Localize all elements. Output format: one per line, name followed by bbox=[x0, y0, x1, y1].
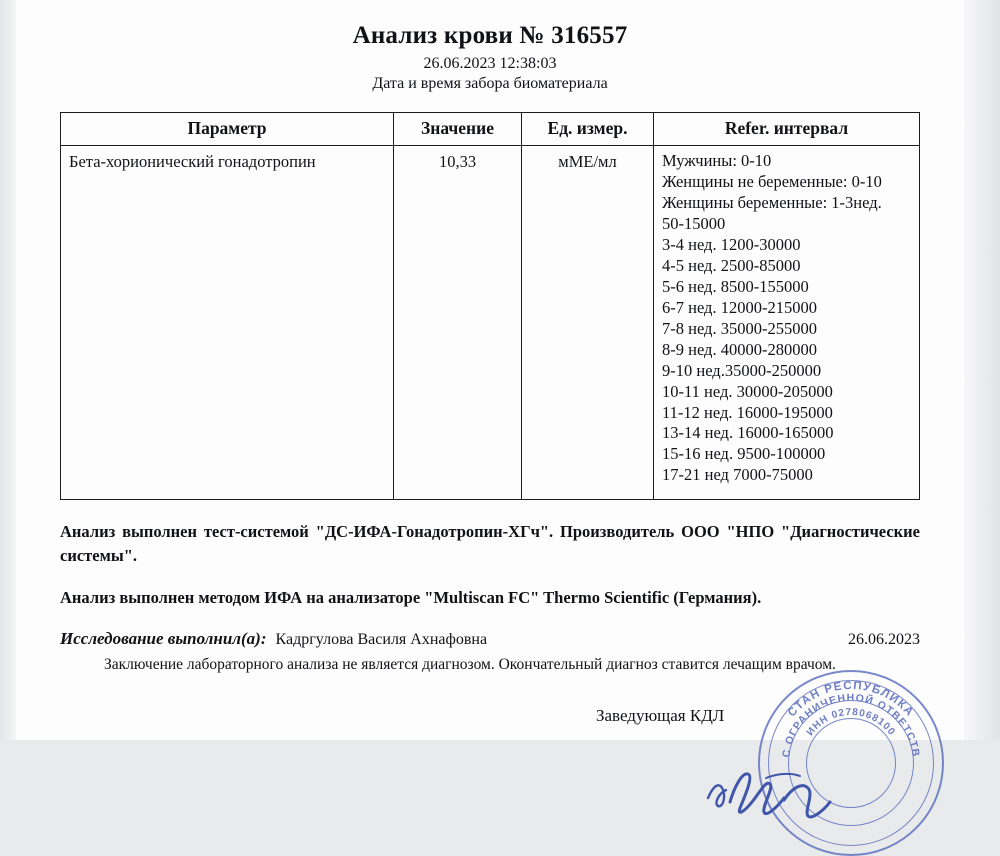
note-test-system: Анализ выполнен тест-системой "ДС-ИФА-Гонадотропин-ХГч". Производитель ООО "НПО "Диагностические системы". bbox=[60, 522, 920, 565]
page-gutter-right bbox=[964, 0, 1000, 740]
reference-line: 5-6 нед. 8500-155000 bbox=[662, 276, 809, 296]
performed-by-row bbox=[60, 629, 920, 649]
stamp-inn-text: ИНН 0278068100 bbox=[804, 706, 898, 739]
collection-datetime: 26.06.2023 12:38:03 bbox=[423, 55, 557, 72]
reference-line: 6-7 нед. 12000-215000 bbox=[662, 297, 817, 317]
cell-result-value: 10,33 bbox=[394, 146, 522, 500]
disclaimer-text: Заключение лабораторного анализа не является диагнозом. Окончательный диагноз ставится лечащим врачом. bbox=[104, 656, 836, 674]
official-stamp bbox=[758, 670, 944, 856]
page-gutter-left bbox=[0, 0, 16, 740]
footer-zone bbox=[16, 662, 964, 759]
table-header-row bbox=[61, 113, 920, 146]
reference-line: 15-16 нед. 9500-100000 bbox=[662, 444, 826, 464]
reference-line: 13-14 нед. 16000-165000 bbox=[662, 423, 834, 443]
head-of-lab-label: Заведующая КДЛ bbox=[596, 706, 725, 725]
reference-line: 8-9 нед. 40000-280000 bbox=[662, 339, 817, 359]
reference-line: 17-21 нед 7000-75000 bbox=[662, 465, 813, 485]
column-header-reference: Refer. интервал bbox=[654, 113, 920, 146]
reference-line: 7-8 нед. 35000-255000 bbox=[662, 318, 817, 338]
stamp-outer-text: СТАН РЕСПУБЛИКА bbox=[785, 679, 917, 720]
column-header-parameter: Параметр bbox=[61, 113, 394, 146]
cell-units: мМЕ/мл bbox=[522, 146, 654, 500]
reference-line: 4-5 нед. 2500-85000 bbox=[662, 255, 801, 275]
performed-by-group bbox=[60, 629, 487, 649]
stamp-text-layer bbox=[758, 670, 944, 856]
reference-line: Женщины не беременные: 0-10 bbox=[662, 172, 882, 192]
cell-parameter-name: Бета-хорионический гонадотропин bbox=[61, 146, 394, 500]
reference-line: 50-15000 bbox=[662, 213, 726, 233]
performer-name: Кадргулова Василя Ахнафовна bbox=[275, 631, 488, 649]
reference-line: 10-11 нед. 30000-205000 bbox=[662, 381, 833, 401]
page-title: Анализ крови № 316557 bbox=[352, 22, 628, 49]
reference-line: 9-10 нед.35000-250000 bbox=[662, 360, 822, 380]
table-row bbox=[61, 146, 920, 500]
reference-line: 3-4 нед. 1200-30000 bbox=[662, 234, 801, 254]
note-analyzer: Анализ выполнен методом ИФА на анализаторе "Multiscan FC" Thermo Scientific (Германия). bbox=[60, 587, 762, 607]
collection-datetime-caption: Дата и время забора биоматериала bbox=[372, 75, 608, 92]
document-page bbox=[16, 0, 964, 759]
reference-line: Женщины беременные: 1-3нед. bbox=[662, 193, 882, 212]
column-header-units: Ед. измер. bbox=[522, 113, 654, 146]
report-date: 26.06.2023 bbox=[848, 631, 920, 649]
performed-by-label: Исследование выполнил(а): bbox=[60, 629, 267, 649]
notes-section bbox=[60, 520, 920, 609]
reference-line: Мужчины: 0-10 bbox=[662, 151, 772, 171]
column-header-value: Значение bbox=[394, 113, 522, 146]
cell-reference-interval bbox=[654, 146, 920, 500]
stamp-middle-text: С ОГРАНИЧЕННОЙ ОТВЕТСТВ bbox=[780, 691, 922, 759]
results-table bbox=[60, 112, 920, 500]
reference-line: 11-12 нед. 16000-195000 bbox=[662, 402, 833, 422]
results-table-container bbox=[60, 112, 920, 500]
